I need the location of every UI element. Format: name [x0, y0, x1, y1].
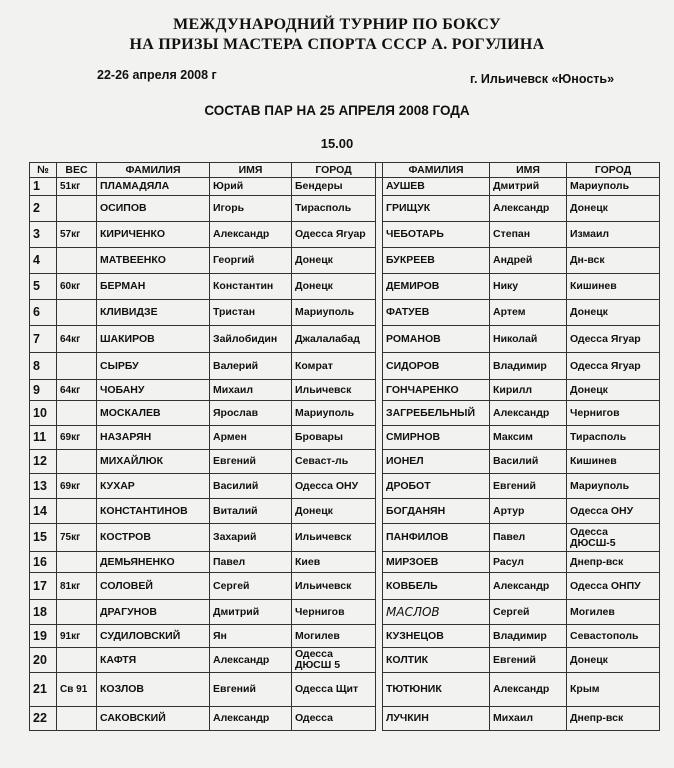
red-city: Донецк [292, 248, 376, 274]
blue-surname: КОВБЕЛЬ [383, 573, 490, 600]
col-city-red: ГОРОД [292, 163, 376, 178]
red-name: Валерий [210, 353, 292, 380]
gap-cell [376, 380, 383, 401]
table-row [30, 625, 660, 648]
red-name: Игорь [210, 196, 292, 222]
blue-name: Николай [490, 326, 567, 353]
blue-surname: СИДОРОВ [383, 353, 490, 380]
red-name: Александр [210, 648, 292, 673]
blue-city: Мариуполь [567, 474, 660, 499]
blue-name: Александр [490, 401, 567, 426]
blue-surname: ДЕМИРОВ [383, 274, 490, 300]
bout-time: 15.00 [320, 136, 354, 151]
red-surname: БЕРМАН [97, 274, 210, 300]
red-surname: ЧОБАНУ [97, 380, 210, 401]
blue-surname: ТЮТЮНИК [383, 673, 490, 707]
red-name: Сергей [210, 573, 292, 600]
gap-cell [376, 648, 383, 673]
blue-surname: ПАНФИЛОВ [383, 524, 490, 552]
bout-number: 3 [30, 222, 57, 248]
blue-name: Владимир [490, 625, 567, 648]
table-row [30, 353, 660, 380]
red-name: Тристан [210, 300, 292, 326]
blue-name: Артур [490, 499, 567, 524]
red-city: Севаст-ль [292, 450, 376, 474]
bout-number: 4 [30, 248, 57, 274]
bout-number: 12 [30, 450, 57, 474]
red-city: Мариуполь [292, 401, 376, 426]
weight-class [57, 401, 97, 426]
blue-surname: ФАТУЕВ [383, 300, 490, 326]
weight-class [57, 196, 97, 222]
red-city: Мариуполь [292, 300, 376, 326]
red-city: Чернигов [292, 600, 376, 625]
red-city: Тирасполь [292, 196, 376, 222]
table-row [30, 499, 660, 524]
red-city: Донецк [292, 274, 376, 300]
red-surname: КУХАР [97, 474, 210, 499]
weight-class [57, 248, 97, 274]
red-name: Георгий [210, 248, 292, 274]
blue-city: Донецк [567, 380, 660, 401]
blue-name: Владимир [490, 353, 567, 380]
pairs-table [29, 162, 660, 731]
blue-city: Могилев [567, 600, 660, 625]
bout-number: 17 [30, 573, 57, 600]
red-name: Михаил [210, 380, 292, 401]
weight-class [57, 648, 97, 673]
red-name: Юрий [210, 178, 292, 196]
gap-cell [376, 178, 383, 196]
blue-city: Донецк [567, 196, 660, 222]
bout-number: 14 [30, 499, 57, 524]
bout-number: 8 [30, 353, 57, 380]
blue-surname: МАСЛОВ [383, 600, 490, 625]
red-city: Одесса ОНУ [292, 474, 376, 499]
table-row [30, 380, 660, 401]
red-surname: СУДИЛОВСКИЙ [97, 625, 210, 648]
weight-class: 81кг [57, 573, 97, 600]
blue-name: Александр [490, 673, 567, 707]
blue-name: Максим [490, 426, 567, 450]
blue-city: Мариуполь [567, 178, 660, 196]
blue-surname: СМИРНОВ [383, 426, 490, 450]
weight-class [57, 300, 97, 326]
blue-city: Одесса Ягуар [567, 326, 660, 353]
red-name: Армен [210, 426, 292, 450]
gap-cell [376, 524, 383, 552]
red-name: Ян [210, 625, 292, 648]
bout-number: 18 [30, 600, 57, 625]
red-surname: КОСТРОВ [97, 524, 210, 552]
blue-name: Михаил [490, 707, 567, 731]
weight-class: 60кг [57, 274, 97, 300]
red-name: Ярослав [210, 401, 292, 426]
red-city: Одесса [292, 707, 376, 731]
gap-cell [376, 326, 383, 353]
weight-class: 91кг [57, 625, 97, 648]
bout-number: 15 [30, 524, 57, 552]
blue-surname: ГРИЩУК [383, 196, 490, 222]
table-row [30, 552, 660, 573]
blue-surname: ГОНЧАРЕНКО [383, 380, 490, 401]
red-surname: ПЛАМАДЯЛА [97, 178, 210, 196]
red-surname: КОНСТАНТИНОВ [97, 499, 210, 524]
weight-class [57, 353, 97, 380]
blue-city: Крым [567, 673, 660, 707]
red-name: Захарий [210, 524, 292, 552]
blue-name: Дмитрий [490, 178, 567, 196]
blue-surname: КОЛТИК [383, 648, 490, 673]
bout-number: 19 [30, 625, 57, 648]
gap-cell [376, 707, 383, 731]
red-name: Зайлобидин [210, 326, 292, 353]
table-row [30, 401, 660, 426]
blue-city: Одесса ОНУ [567, 499, 660, 524]
blue-city: Донецк [567, 300, 660, 326]
red-surname: ШАКИРОВ [97, 326, 210, 353]
blue-city: Днепр-вск [567, 707, 660, 731]
title-line-1: МЕЖДУНАРОДНИЙ ТУРНИР ПО БОКСУ [173, 16, 501, 33]
red-city: Ильичевск [292, 524, 376, 552]
gap-cell [376, 222, 383, 248]
bout-number: 13 [30, 474, 57, 499]
blue-name: Расул [490, 552, 567, 573]
table-row [30, 326, 660, 353]
red-surname: КАФТЯ [97, 648, 210, 673]
blue-surname: БУКРЕЕВ [383, 248, 490, 274]
table-row [30, 248, 660, 274]
tournament-dates: 22-26 апреля 2008 г [97, 68, 217, 82]
col-gap [376, 163, 383, 178]
red-surname: ДРАГУНОВ [97, 600, 210, 625]
bout-number: 9 [30, 380, 57, 401]
red-surname: САКОВСКИЙ [97, 707, 210, 731]
table-header-row [30, 163, 660, 178]
red-name: Виталий [210, 499, 292, 524]
blue-city: Севастополь [567, 625, 660, 648]
table-row [30, 474, 660, 499]
col-name-red: ИМЯ [210, 163, 292, 178]
red-city: Джалалабад [292, 326, 376, 353]
blue-surname: БОГДАНЯН [383, 499, 490, 524]
blue-city: Чернигов [567, 401, 660, 426]
bout-number: 11 [30, 426, 57, 450]
weight-class [57, 600, 97, 625]
red-name: Евгений [210, 673, 292, 707]
red-surname: МОСКАЛЕВ [97, 401, 210, 426]
col-surname-red: ФАМИЛИЯ [97, 163, 210, 178]
blue-name: Артем [490, 300, 567, 326]
red-city: Киев [292, 552, 376, 573]
blue-city: Измаил [567, 222, 660, 248]
gap-cell [376, 573, 383, 600]
red-surname: МАТВЕЕНКО [97, 248, 210, 274]
bout-number: 10 [30, 401, 57, 426]
red-surname: СОЛОВЕЙ [97, 573, 210, 600]
bout-number: 2 [30, 196, 57, 222]
blue-name: Евгений [490, 648, 567, 673]
red-name: Константин [210, 274, 292, 300]
blue-name: Кирилл [490, 380, 567, 401]
blue-name: Александр [490, 196, 567, 222]
red-surname: НАЗАРЯН [97, 426, 210, 450]
red-city: Комрат [292, 353, 376, 380]
col-weight: ВЕС [57, 163, 97, 178]
gap-cell [376, 499, 383, 524]
red-city: Ильичевск [292, 573, 376, 600]
table-row [30, 274, 660, 300]
col-city-blue: ГОРОД [567, 163, 660, 178]
red-name: Александр [210, 222, 292, 248]
table-row [30, 450, 660, 474]
blue-city: Кишинев [567, 274, 660, 300]
table-row [30, 222, 660, 248]
gap-cell [376, 450, 383, 474]
col-name-blue: ИМЯ [490, 163, 567, 178]
red-surname: КЛИВИДЗЕ [97, 300, 210, 326]
red-surname: ДЕМЬЯНЕНКО [97, 552, 210, 573]
red-surname: ОСИПОВ [97, 196, 210, 222]
red-name: Павел [210, 552, 292, 573]
weight-class: 69кг [57, 426, 97, 450]
gap-cell [376, 196, 383, 222]
blue-city: Донецк [567, 648, 660, 673]
red-city: Бровары [292, 426, 376, 450]
gap-cell [376, 300, 383, 326]
blue-city: Днепр-вск [567, 552, 660, 573]
red-city: Одесса ДЮСШ 5 [292, 648, 376, 673]
weight-class [57, 499, 97, 524]
blue-surname: ИОНЕЛ [383, 450, 490, 474]
bout-number: 21 [30, 673, 57, 707]
red-city: Одесса Щит [292, 673, 376, 707]
gap-cell [376, 274, 383, 300]
pairs-title: СОСТАВ ПАР НА 25 АПРЕЛЯ 2008 ГОДА [204, 103, 470, 118]
weight-class: 51кг [57, 178, 97, 196]
red-name: Александр [210, 707, 292, 731]
gap-cell [376, 248, 383, 274]
bout-number: 1 [30, 178, 57, 196]
bout-number: 5 [30, 274, 57, 300]
bout-number: 7 [30, 326, 57, 353]
red-city: Донецк [292, 499, 376, 524]
red-surname: КИРИЧЕНКО [97, 222, 210, 248]
red-city: Могилев [292, 625, 376, 648]
blue-name: Андрей [490, 248, 567, 274]
red-city: Бендеры [292, 178, 376, 196]
weight-class [57, 552, 97, 573]
blue-surname: АУШЕВ [383, 178, 490, 196]
table-row [30, 300, 660, 326]
table-row [30, 196, 660, 222]
table-row [30, 178, 660, 196]
weight-class: 64кг [57, 326, 97, 353]
blue-city: Тирасполь [567, 426, 660, 450]
bout-number: 6 [30, 300, 57, 326]
blue-surname: ДРОБОТ [383, 474, 490, 499]
bout-number: 20 [30, 648, 57, 673]
weight-class: 75кг [57, 524, 97, 552]
blue-name: Василий [490, 450, 567, 474]
gap-cell [376, 673, 383, 707]
red-surname: МИХАЙЛЮК [97, 450, 210, 474]
table-row [30, 524, 660, 552]
blue-name: Сергей [490, 600, 567, 625]
blue-surname: МИРЗОЕВ [383, 552, 490, 573]
red-surname: КОЗЛОВ [97, 673, 210, 707]
red-city: Одесса Ягуар [292, 222, 376, 248]
weight-class: 57кг [57, 222, 97, 248]
weight-class [57, 707, 97, 731]
red-name: Евгений [210, 450, 292, 474]
blue-surname: РОМАНОВ [383, 326, 490, 353]
gap-cell [376, 552, 383, 573]
table-row [30, 426, 660, 450]
blue-name: Евгений [490, 474, 567, 499]
blue-name: Нику [490, 274, 567, 300]
col-surname-blue: ФАМИЛИЯ [383, 163, 490, 178]
blue-city: Одесса Ягуар [567, 353, 660, 380]
blue-city: Дн-вск [567, 248, 660, 274]
gap-cell [376, 600, 383, 625]
title-line-2: НА ПРИЗЫ МАСТЕРА СПОРТА СССР А. РОГУЛИНА [129, 36, 545, 53]
table-row [30, 600, 660, 625]
gap-cell [376, 426, 383, 450]
red-surname: СЫРБУ [97, 353, 210, 380]
blue-name: Степан [490, 222, 567, 248]
blue-surname: КУЗНЕЦОВ [383, 625, 490, 648]
blue-name: Александр [490, 573, 567, 600]
blue-name: Павел [490, 524, 567, 552]
table-row [30, 707, 660, 731]
weight-class: Св 91 [57, 673, 97, 707]
blue-city: Одесса ОНПУ [567, 573, 660, 600]
table-row [30, 673, 660, 707]
bout-number: 16 [30, 552, 57, 573]
tournament-place: г. Ильичевск «Юность» [470, 72, 615, 86]
red-name: Василий [210, 474, 292, 499]
blue-surname: ЗАГРЕБЕЛЬНЫЙ [383, 401, 490, 426]
table-row [30, 573, 660, 600]
col-number: № [30, 163, 57, 178]
bout-number: 22 [30, 707, 57, 731]
gap-cell [376, 353, 383, 380]
red-city: Ильичевск [292, 380, 376, 401]
blue-city: Кишинев [567, 450, 660, 474]
gap-cell [376, 474, 383, 499]
blue-city: Одесса ДЮСШ-5 [567, 524, 660, 552]
red-name: Дмитрий [210, 600, 292, 625]
blue-surname: ЧЕБОТАРЬ [383, 222, 490, 248]
gap-cell [376, 401, 383, 426]
weight-class: 69кг [57, 474, 97, 499]
weight-class [57, 450, 97, 474]
weight-class: 64кг [57, 380, 97, 401]
table-row [30, 648, 660, 673]
gap-cell [376, 625, 383, 648]
blue-surname: ЛУЧКИН [383, 707, 490, 731]
